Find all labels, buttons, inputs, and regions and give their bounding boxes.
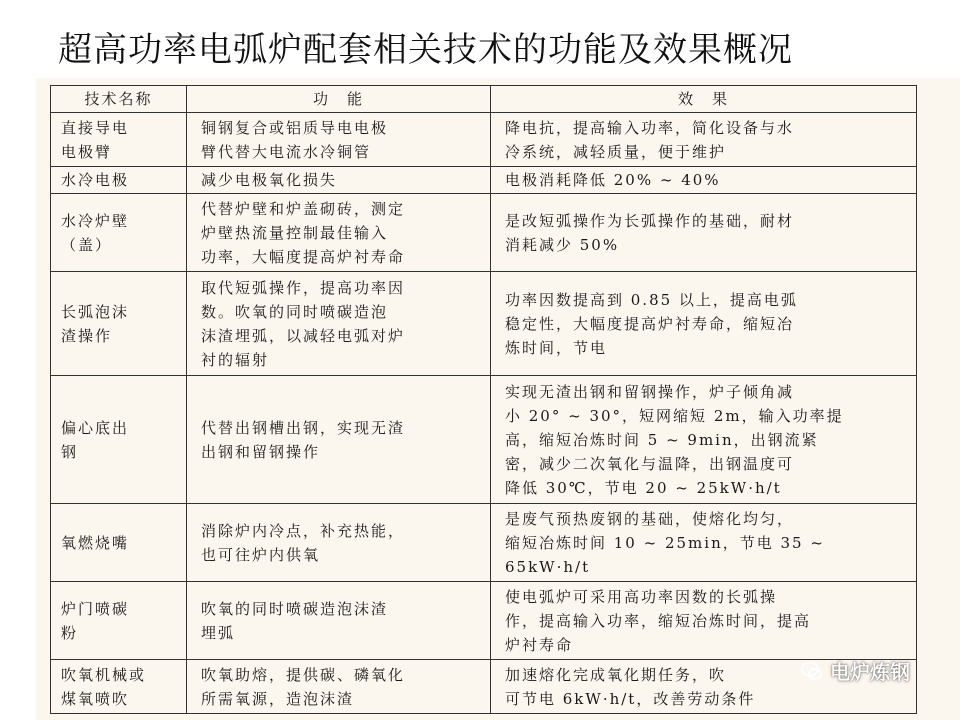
cell-line: 炉门喷碳 [61,599,130,618]
cell-line: 电极消耗降低 20% ~ 40% [505,171,721,189]
technology-name-cell [51,660,187,714]
function-cell [187,376,491,504]
cell-line: 密，减少二次氧化与温降，出钢温度可 [505,454,795,473]
function-cell [187,582,491,660]
cell-line: 稳定性，大幅度提高炉衬寿命，缩短冶 [505,314,795,333]
header-effect: 效 果 [491,86,917,113]
cell-line: 数。吹氧的同时喷碳造泡 [201,302,389,321]
effect-cell [491,504,917,582]
cell-line: 粉 [61,623,79,642]
technology-name-cell [51,376,187,504]
cell-line: 偏心底出 [61,418,130,437]
cell-line: 渣操作 [61,326,113,345]
cell-line: 冷系统，减轻质量，便于维护 [505,142,727,161]
watermark [800,656,910,685]
cell-line: 臂代替大电流水冷铜管 [201,142,372,161]
cell-line: 炼时间，节电 [505,338,608,357]
cell-line: 降电抗，提高输入功率，简化设备与水 [505,118,795,137]
technology-name-cell [51,194,187,272]
table-row [51,167,917,194]
cell-line: 吹氧的同时喷碳造泡沫渣 [201,599,389,618]
technology-name-cell [51,582,187,660]
cell-line: 取代短弧操作，提高功率因 [201,278,406,297]
cell-line: 煤氧喷吹 [61,689,130,708]
function-cell [187,504,491,582]
cell-line: （盖） [61,235,113,254]
cell-line: 钢 [61,442,79,461]
cell-line: 出钢和留钢操作 [201,442,321,461]
cell-line: 沫渣埋弧，以减轻电弧对炉 [201,326,406,345]
effect-cell [491,167,917,194]
page-title: 超高功率电弧炉配套相关技术的功能及效果概况 [58,30,793,70]
cell-line: 衬的辐射 [201,350,270,369]
cell-line: 直接导电 [61,118,130,137]
table-body [51,113,917,714]
table-row [51,113,917,167]
page-edge-strip [926,78,960,720]
effect-cell [491,194,917,272]
cell-line: 降低 30℃，节电 20 ~ 25kW·h/t [505,478,782,497]
cell-line: 电极臂 [61,142,113,161]
technology-name-cell [51,504,187,582]
technology-name-cell [51,113,187,167]
cell-line: 水冷电极 [61,171,130,189]
cell-line: 埋弧 [201,623,236,642]
cell-line: 减少电极氧化损失 [201,171,338,189]
table-row [51,504,917,582]
cell-line: 氧燃烧嘴 [61,533,130,552]
cell-line: 吹氧助熔，提供碳、磷氧化 [201,665,406,684]
table-row [51,660,917,714]
effect-cell [491,113,917,167]
header-technology-name: 技术名称 [51,86,187,113]
cell-line: 缩短冶炼时间 10 ~ 25min，节电 35 ~ [505,533,825,552]
cell-line: 可节电 6kW·h/t，改善劳动条件 [505,689,756,708]
table-row [51,376,917,504]
effect-cell [491,272,917,376]
effect-cell [491,376,917,504]
cell-line: 消除炉内冷点，补充热能， [201,521,406,540]
table-header-row [51,86,917,113]
header-function: 功 能 [187,86,491,113]
watermark-text: 电炉炼钢 [830,660,910,684]
function-cell [187,660,491,714]
cell-line: 是废气预热废钢的基础，使熔化均匀， [505,509,795,528]
cell-line: 65kW·h/t [505,557,591,576]
effect-cell [491,582,917,660]
cell-line: 炉衬寿命 [505,635,574,654]
cell-line: 功率，大幅度提高炉衬寿命 [201,247,406,266]
function-cell [187,167,491,194]
cell-line: 所需氧源，造泡沫渣 [201,689,355,708]
cell-line: 使电弧炉可采用高功率因数的长弧操 [505,587,778,606]
cell-line: 代替出钢槽出钢，实现无渣 [201,418,406,437]
technology-name-cell [51,272,187,376]
cell-line: 功率因数提高到 0.85 以上，提高电弧 [505,290,798,309]
cell-line: 作，提高输入功率，缩短冶炼时间，提高 [505,611,812,630]
cell-line: 小 20° ~ 30°，短网缩短 2m，输入功率提 [505,406,844,425]
cell-line: 水冷炉壁 [61,211,130,230]
function-cell [187,113,491,167]
cell-line: 吹氧机械或 [61,665,147,684]
cell-line: 加速熔化完成氧化期任务，吹 [505,665,727,684]
cell-line: 铜钢复合或铝质导电电极 [201,118,389,137]
cell-line: 代替炉壁和炉盖砌砖，测定 [201,199,406,218]
function-cell [187,272,491,376]
wechat-icon [800,659,824,683]
technology-table [50,85,917,714]
table-row [51,582,917,660]
cell-line: 消耗减少 50% [505,235,620,254]
cell-line: 也可往炉内供氧 [201,545,321,564]
cell-line: 实现无渣出钢和留钢操作，炉子倾角减 [505,382,795,401]
technology-name-cell [51,167,187,194]
cell-line: 是改短弧操作为长弧操作的基础，耐材 [505,211,795,230]
table-row [51,272,917,376]
table-row [51,194,917,272]
cell-line: 长弧泡沫 [61,302,130,321]
cell-line: 炉壁热流量控制最佳输入 [201,223,389,242]
cell-line: 高，缩短冶炼时间 5 ~ 9min，出钢流紧 [505,430,819,449]
function-cell [187,194,491,272]
